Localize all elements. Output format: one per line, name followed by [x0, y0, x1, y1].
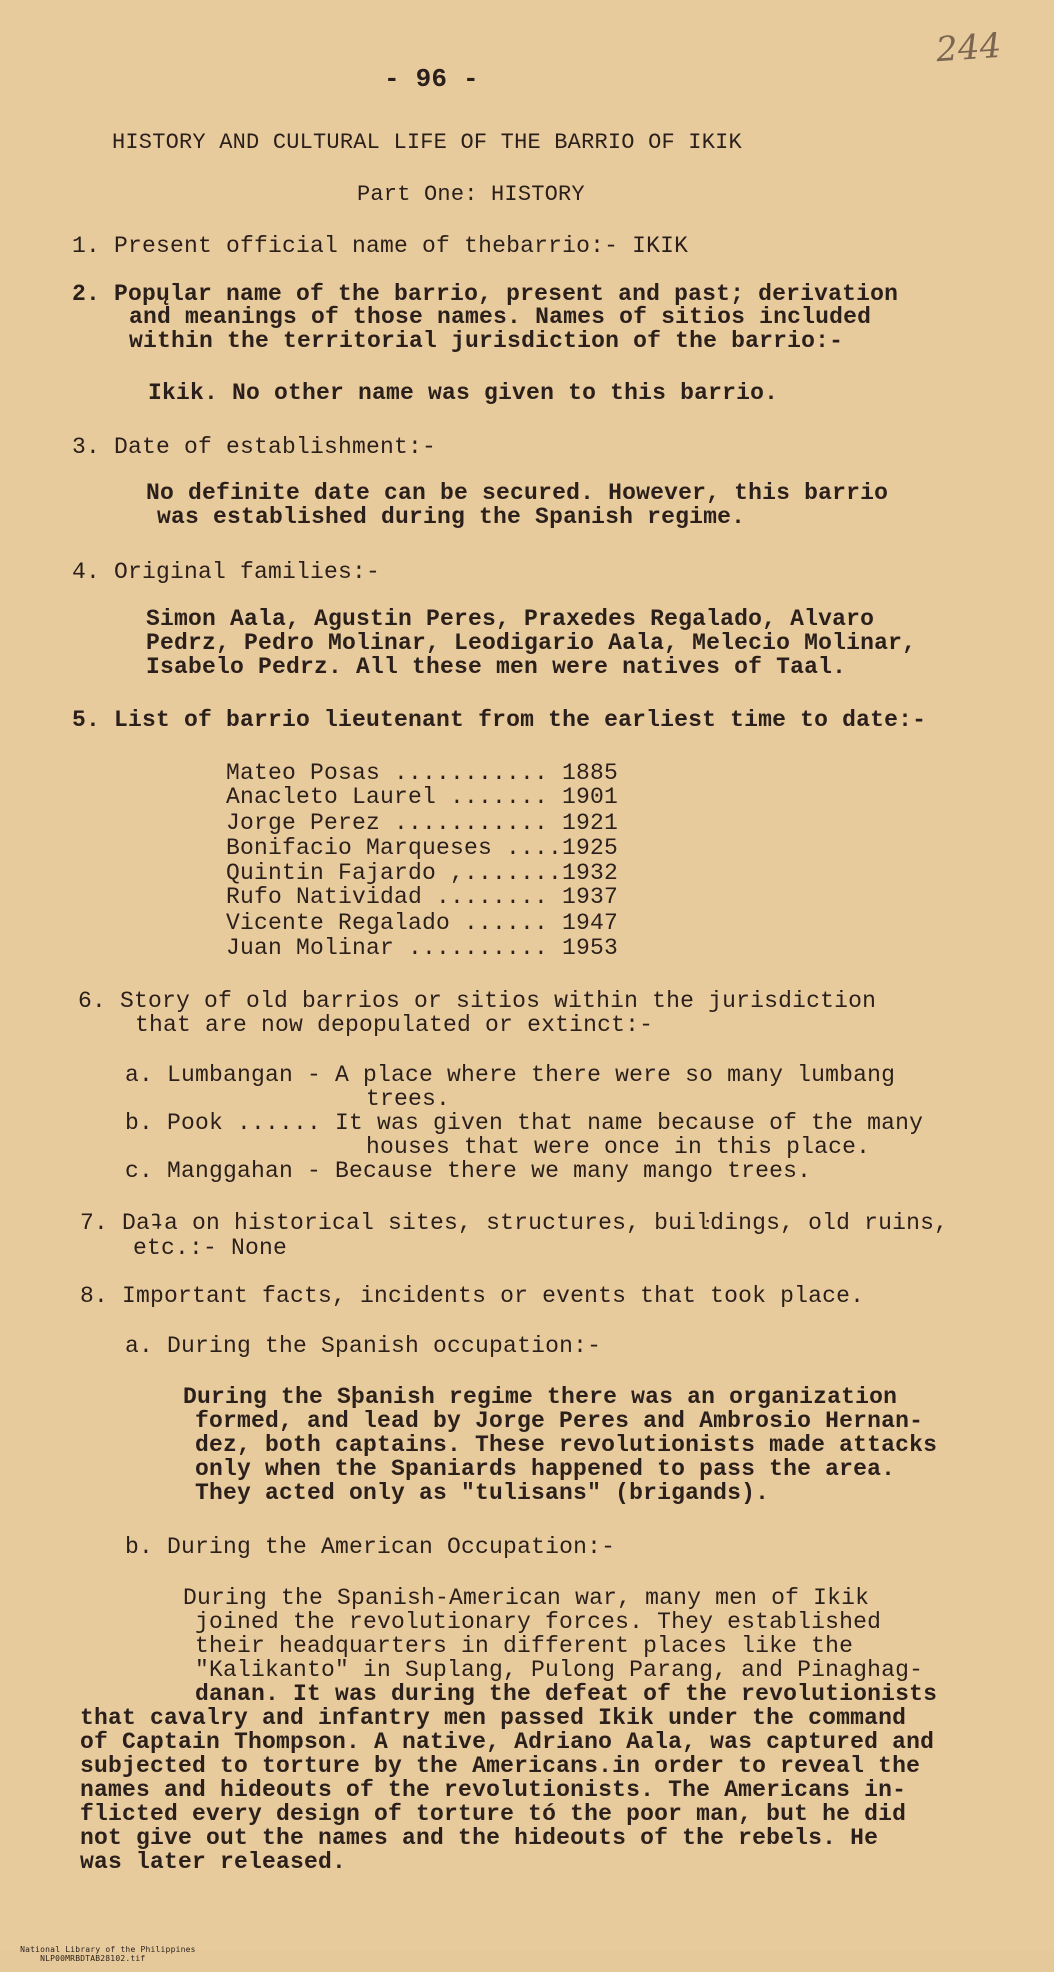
library-credit: National Library of the Philippines: [20, 1945, 196, 1954]
item-7-line-1: 7. Daʇa on historical sites, structures, buiŀdings, old ruins,: [80, 1210, 949, 1236]
item-8-b-paragraph-line: was later released.: [80, 1849, 347, 1875]
item-2-answer: Ikik. No other name was given to this barrio.: [148, 380, 779, 406]
item-2-line-3: within the territorial jurisdiction of the barrio:-: [129, 328, 844, 354]
item-5: 5. List of barrio lieutenant from the earliest time to date:-: [72, 707, 927, 733]
section-heading: Part One: HISTORY: [357, 182, 585, 207]
lieutenant-entry: Rufo Natividad ........ 1937: [226, 884, 619, 910]
lieutenant-entry: Anacleto Laurel ....... 1901: [226, 784, 619, 810]
scan-filename: NLP00MRBDTAB28102.tif: [40, 1954, 146, 1963]
lieutenant-entry: Jorge Perez ........... 1921: [226, 810, 619, 836]
item-8-b-paragraph-line: names and hideouts of the revolutionists. The Americans in-: [80, 1777, 907, 1803]
lieutenant-entry: Mateo Posas ........... 1885: [226, 760, 619, 786]
item-6-a-line-1: a. Lumbangan - A place where there were so many lumbang: [125, 1062, 896, 1088]
item-4-answer-line-1: Simon Aala, Agustin Peres, Praxedes Regalado, Alvaro: [146, 606, 875, 632]
item-2-line-2: and meanings of those names. Names of sitios included: [129, 304, 872, 330]
scan-footer: [0, 1936, 196, 1972]
item-1: 1. Present official name of thebarrio:- IKIK: [72, 233, 689, 259]
item-8-b-paragraph-line: danan. It was during the defeat of the revolutionists: [195, 1681, 938, 1707]
handwritten-page-number: 244: [934, 25, 1003, 71]
item-8-a-paragraph-line: dez, both captains. These revolutionists made attacks: [195, 1432, 938, 1458]
item-6-line-2: that are now depopulated or extinct:-: [135, 1012, 654, 1038]
lieutenant-entry: Juan Molinar .......... 1953: [226, 935, 619, 961]
item-6-c: c. Manggahan - Because there we many mango trees.: [125, 1158, 812, 1184]
item-4: 4. Original families:-: [72, 559, 381, 585]
item-8-a-paragraph-line: formed, and lead by Jorge Peres and Ambrosio Hernan-: [195, 1408, 924, 1434]
item-8-b-paragraph-line: During the Spanish-American war, many men of Ikik: [183, 1585, 870, 1611]
lieutenant-entry: Bonifacio Marqueses ....1925: [226, 835, 619, 861]
item-8: 8. Important facts, incidents or events that took place.: [80, 1283, 865, 1309]
page-number: - 96 -: [384, 64, 479, 94]
item-8-b-paragraph-line: not give out the names and the hideouts of the rebels. He: [80, 1825, 879, 1851]
item-7-line-2: etc.:- None: [133, 1235, 288, 1261]
item-8-b-paragraph-line: of Captain Thompson. A native, Adriano Aala, was captured and: [80, 1729, 935, 1755]
lieutenant-entry: Vicente Regalado ...... 1947: [226, 910, 619, 936]
item-6-a-line-2: trees.: [366, 1086, 451, 1112]
item-6-line-1: 6. Story of old barrios or sitios within the jurisdiction: [78, 988, 877, 1014]
item-8-b-paragraph-line: joined the revolutionary forces. They established: [195, 1609, 882, 1635]
item-4-answer-line-2: Pedrz, Pedro Molinar, Leodigario Aala, Melecio Molinar,: [146, 630, 917, 656]
item-3: 3. Date of establishment:-: [72, 434, 437, 460]
item-8-b-paragraph-line: flicted every design of torture tó the poor man, but he did: [80, 1801, 907, 1827]
item-3-answer-line-2: was established during the Spanish regime.: [157, 504, 746, 530]
document-title: HISTORY AND CULTURAL LIFE OF THE BARRIO OF IKIK: [112, 130, 742, 155]
item-2-line-1: 2. Popųlar name of the barrio, present and past; derivation: [72, 281, 899, 307]
item-8-b-paragraph-line: "Kalikanto" in Suplang, Pulong Parang, and Pinaghag-: [195, 1657, 924, 1683]
lieutenant-entry: Quintin Fajardo ,.......1932: [226, 860, 619, 886]
item-8-a-paragraph-line: During the Sþanish regime there was an organization: [183, 1384, 898, 1410]
item-8-b-paragraph-line: their headquarters in different places like the: [195, 1633, 854, 1659]
item-6-b-line-1: b. Pook ...... It was given that name because of the many: [125, 1110, 924, 1136]
item-4-answer-line-3: Isabelo Pedrz. All these men were natives of Taal.: [146, 654, 847, 680]
item-3-answer-line-1: No definite date can be secured. However, this barrio: [146, 480, 889, 506]
item-6-b-line-2: houses that were once in this place.: [366, 1134, 871, 1160]
item-8-a-paragraph-line: They acted only as "tulisans" (brigands).: [195, 1480, 770, 1506]
item-8-b-paragraph-line: subjected to torture by the Americans.in order to reveal the: [80, 1753, 921, 1779]
item-8-b-heading: b. During the American Occupation:-: [125, 1534, 616, 1560]
item-8-a-heading: a. During the Spanish occupation:-: [125, 1333, 602, 1359]
item-8-b-paragraph-line: that cavalry and infantry men passed Ikik under the command: [80, 1705, 907, 1731]
item-8-a-paragraph-line: only when the Spaniards happened to pass the area.: [195, 1456, 896, 1482]
